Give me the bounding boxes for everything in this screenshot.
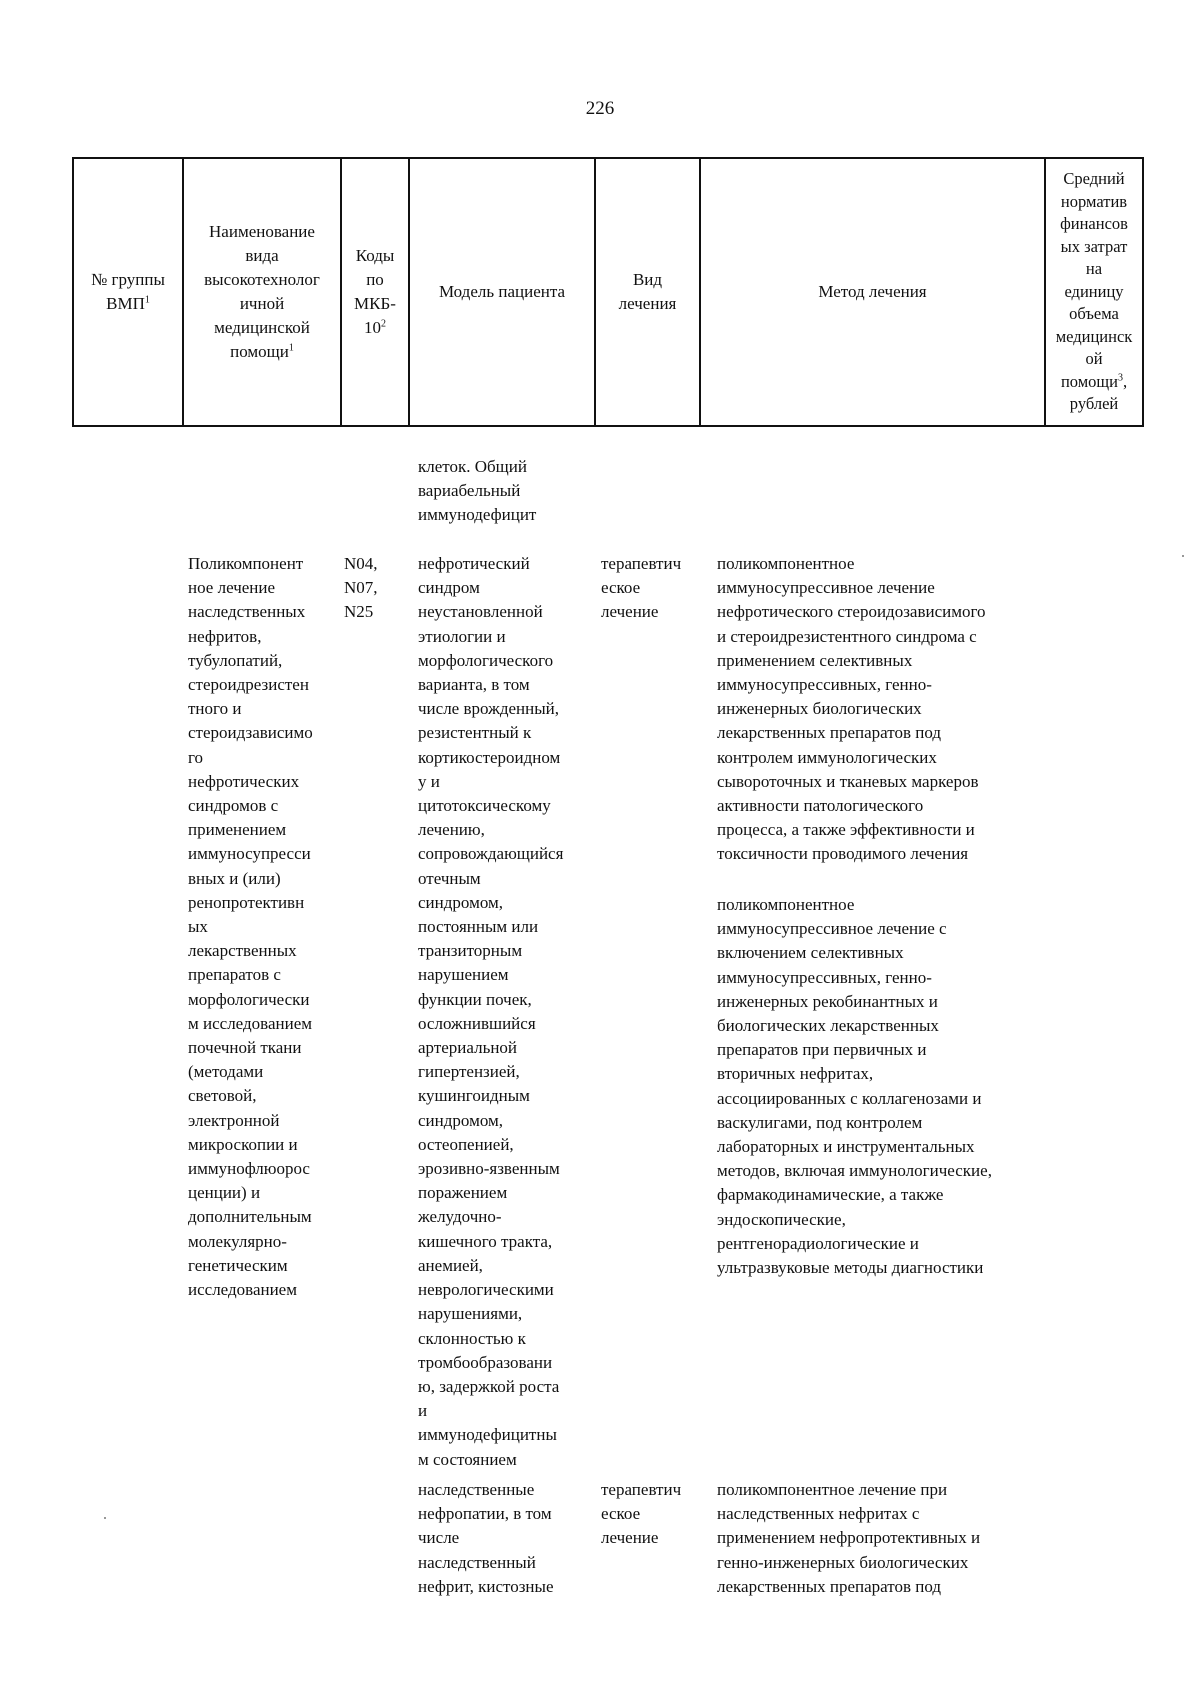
header-patient-model: Модель пациента	[409, 158, 595, 426]
page-number: 226	[585, 98, 615, 119]
header-name-text: Наименование вида высокотехнолог ичной медицинской помощи	[204, 222, 320, 361]
icd-codes-cell: N04, N07, N25	[344, 554, 378, 622]
care-type-name-cell: Поликомпонент ное лечение наследственных нефритов, тубулопатий, стероидрезистен тного и стероидзависимо го нефротических синдромов с применением иммуносупресси вных и (или) ренопротективн ых лекарственных препаратов с морфологически м исследованием почечной ткани (методами световой, электронной микроскопии и иммунофлюорос ценции) и дополнительным молекулярно- генетическим исследованием	[188, 554, 313, 1300]
treatment-type-cell-2: терапевтич еское лечение	[601, 1480, 682, 1548]
treatment-type-cell-1: терапевтич еское лечение	[601, 554, 682, 622]
patient-model-cell-1: нефротический синдром неустановленной этиологии и морфологического варианта, в том числе врожденный, резистентный к кортикостероидном у и цитотоксическому лечению, сопровождающийся отечным синдромом, постоянным или транзиторным нарушением функции почек, осложнившийся артериальной гипертензией, кушингоидным синдромом, остеопенией, эрозивно-язвенным поражением желудочно- кишечного тракта, анемией, неврологическими нарушениями, склонностью к тромбообразовани ю, задержкой роста и иммунодефицитны м состоянием	[418, 554, 564, 1469]
scan-speck	[104, 1517, 106, 1519]
treatment-method-cell-1a: поликомпонентное иммуносупрессивное лечение нефротического стероидозависимого и стероидрезистентного синдрома с применением селективных иммуносупрессивных, генно- инженерных биологических лекарственных препаратов под контролем иммунологических сывороточных и тканевых маркеров активности патологического процесса, а также эффективности и токсичности проводимого лечения	[717, 554, 986, 864]
table-header	[72, 157, 1144, 427]
footnote-mark: 1	[144, 294, 150, 306]
header-group-text: № группы ВМП	[91, 270, 165, 313]
footnote-mark: 3	[1117, 372, 1123, 384]
footnote-mark: 2	[381, 318, 386, 330]
header-codes-text: Коды по МКБ- 10	[354, 246, 396, 337]
header-icd-codes	[341, 158, 409, 426]
patient-model-cell-2: наследственные нефропатии, в том числе наследственный нефрит, кистозные	[418, 1480, 554, 1596]
continuation-model-cell: клеток. Общий вариабельный иммунодефицит	[418, 457, 537, 525]
treatment-method-cell-1b: поликомпонентное иммуносупрессивное лечение с включением селективных иммуносупрессивных, генно- инженерных рекобинантных и биологических лекарственных препаратов при первичных и вторичных нефритах, ассоциированных с коллагенозами и васкулигами, под контролем лабораторных и инструментальных методов, включая иммунологические, фармакодинамические, а также эндоскопические, рентгенорадиологические и ультразвуковые методы диагностики	[717, 895, 992, 1278]
header-treatment-type: Вид лечения	[595, 158, 700, 426]
header-cost-text: Средний норматив финансов ых затрат на единицу объема медицинск ой помощи	[1055, 169, 1133, 391]
header-care-type-name	[183, 158, 341, 426]
treatment-method-cell-2: поликомпонентное лечение при наследственных нефритах с применением нефропротективных и генно-инженерных биологических лекарственных препаратов под	[717, 1480, 981, 1596]
header-cost-standard	[1045, 158, 1143, 426]
header-treatment-method: Метод лечения	[700, 158, 1045, 426]
footnote-mark: 1	[288, 342, 294, 354]
header-group-number	[73, 158, 183, 426]
table-header-row	[73, 158, 1143, 426]
header-cost-tail: , рублей	[1069, 371, 1128, 414]
scan-speck	[1182, 555, 1184, 557]
